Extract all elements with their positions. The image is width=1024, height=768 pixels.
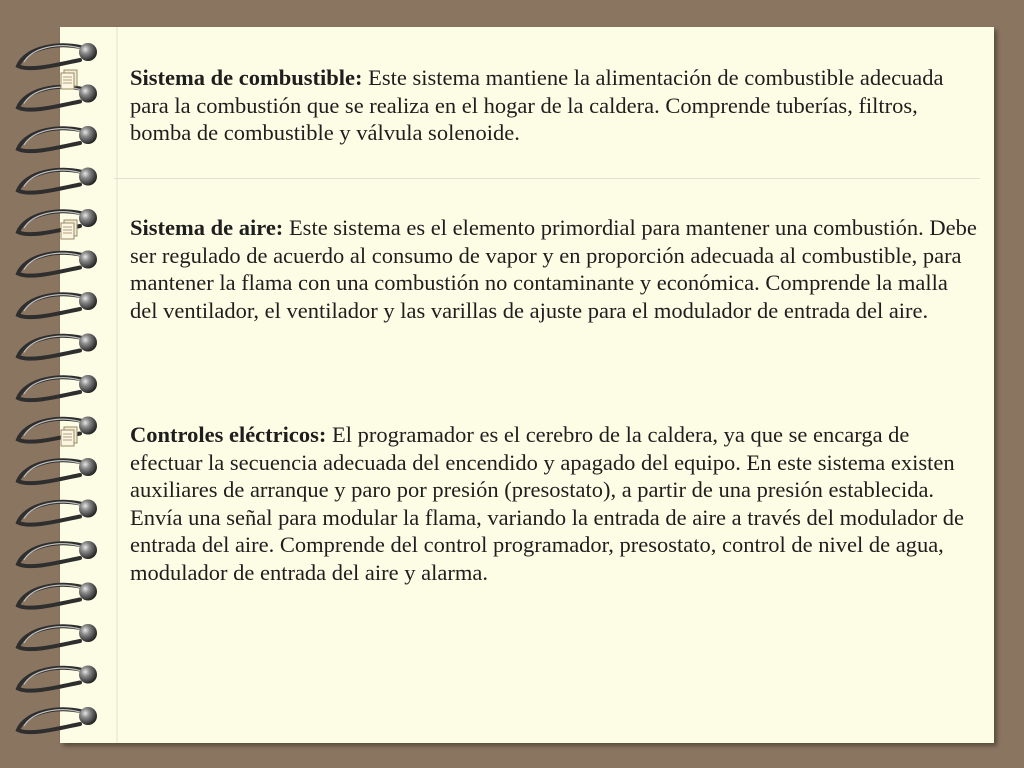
page-margin-line (116, 27, 118, 743)
spiral-ring-icon (18, 251, 97, 276)
spiral-ring-icon (18, 541, 97, 566)
spiral-ring-icon (18, 666, 97, 691)
spiral-ring-icon (18, 85, 97, 110)
page-bullet-icon (60, 68, 80, 90)
spiral-ring-icon (18, 624, 97, 649)
spiral-ring-icon (18, 375, 97, 400)
page-bullet-icon (60, 425, 80, 447)
spiral-ring-icon (18, 583, 97, 608)
paragraph-fuel-system (130, 64, 980, 182)
spiral-ring-icon (18, 458, 97, 483)
spiral-ring-icon (18, 292, 97, 317)
spiral-ring-icon (18, 707, 97, 732)
paragraph-air-system (130, 214, 980, 324)
paragraph-heading: Sistema de aire: (130, 215, 284, 240)
spiral-ring-icon (18, 126, 97, 151)
spiral-ring-icon (18, 168, 97, 193)
paragraph-body: El programador es el cerebro de la caldera, ya que se encarga de efectuar la secuencia adecuada del encendido y apagado del equipo. En este sistema existen auxiliares de arranque y paro por presión (presostato), a partir de una presión establecida. Envía una señal para modular la flama, variando la entrada de aire a través del modulador de entrada del aire. Comprende del control programador, presostato, control de nivel de agua, modulador de entrada del aire y alarma. (130, 422, 965, 585)
paragraph-body: Este sistema mantiene la alimentación de combustible adecuada para la combustión que se realiza en el hogar de la caldera. Comprende tuberías, filtros, bomba de combustible y válvula solenoide. (130, 65, 944, 145)
page-bullet-icon (60, 218, 80, 240)
spiral-ring-icon (18, 334, 97, 359)
paragraph-electrical-controls (130, 421, 980, 586)
paragraph-heading: Controles eléctricos: (130, 422, 327, 447)
slide-content (130, 64, 980, 585)
spiral-ring-icon (18, 500, 97, 525)
spiral-ring-icon (18, 417, 97, 442)
spiral-ring-icon (18, 209, 97, 234)
paragraph-body: Este sistema es el elemento primordial para mantener una combustión. Debe ser regulado de acuerdo al consumo de vapor y en proporción adecuada al combustible, para mantener la flama con una combustión no contaminante y económica. Comprende la malla del ventilador, el ventilador y las varillas de ajuste para el modulador de entrada del aire. (130, 215, 977, 323)
paragraph-heading: Sistema de combustible: (130, 65, 363, 90)
spiral-binding (0, 0, 110, 768)
spiral-ring-icon (18, 43, 97, 68)
